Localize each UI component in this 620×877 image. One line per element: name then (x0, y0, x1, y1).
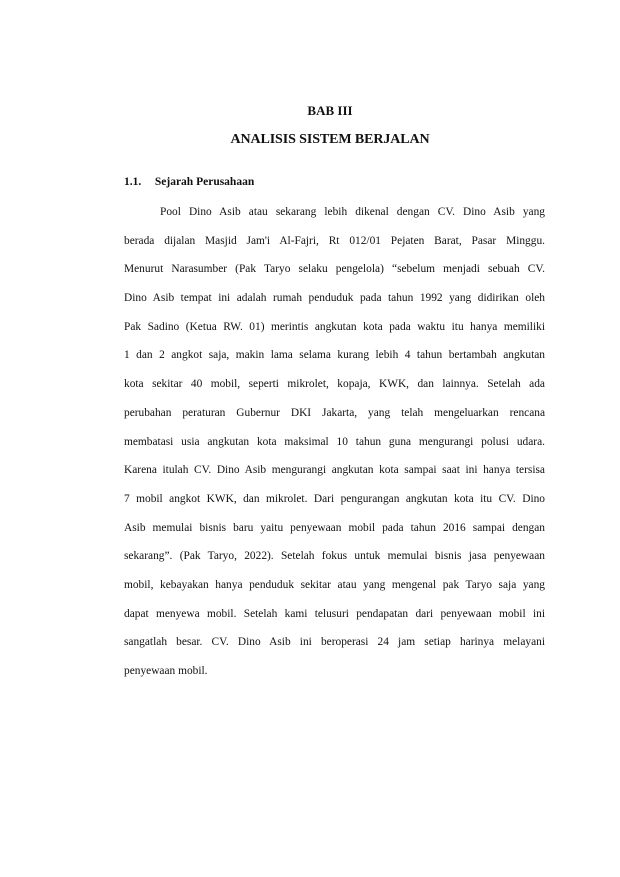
paragraph-line: 1 dan 2 angkot saja, makin lama selama kurang lebih 4 tahun bertambah angkutan (124, 349, 545, 362)
paragraph-line: penyewaan mobil. (124, 665, 208, 677)
section-number: 1.1. (124, 176, 142, 188)
chapter-title: ANALISIS SISTEM BERJALAN (230, 132, 430, 147)
paragraph-line: berada dijalan Masjid Jam'i Al-Fajri, Rt 012/01 Pejaten Barat, Pasar Minggu. (124, 234, 545, 247)
paragraph-line: Pak Sadino (Ketua RW. 01) merintis angkutan kota pada waktu itu hanya memiliki (124, 320, 545, 333)
paragraph-line: kota sekitar 40 mobil, seperti mikrolet, kopaja, KWK, dan lainnya. Setelah ada (124, 378, 545, 391)
paragraph-line: Dino Asib tempat ini adalah rumah penduduk pada tahun 1992 yang didirikan oleh (124, 292, 545, 305)
paragraph-line: Asib memulai bisnis baru yaitu penyewaan mobil pada tahun 2016 sampai dengan (124, 521, 545, 534)
paragraph-line: Pool Dino Asib atau sekarang lebih dikenal dengan CV. Dino Asib yang (160, 206, 545, 218)
paragraph-line: Menurut Narasumber (Pak Taryo selaku pengelola) “sebelum menjadi sebuah CV. (124, 263, 545, 276)
paragraph-line: sangatlah besar. CV. Dino Asib ini beroperasi 24 jam setiap harinya melayani (124, 636, 545, 649)
section-heading (124, 176, 254, 188)
body-paragraph (124, 203, 545, 691)
chapter-number: BAB III (307, 103, 353, 118)
section-title: Sejarah Perusahaan (154, 176, 255, 188)
paragraph-line: Karena itulah CV. Dino Asib mengurangi angkutan kota sampai saat ini hanya tersisa (124, 464, 545, 477)
paragraph-line: sekarang”. (Pak Taryo, 2022). Setelah fokus untuk memulai bisnis jasa penyewaan (124, 550, 545, 563)
paragraph-line: dapat menyewa mobil. Setelah kami telusuri pendapatan dari penyewaan mobil ini (124, 607, 545, 620)
paragraph-line: membatasi usia angkutan kota maksimal 10 tahun guna mengurangi polusi udara. (124, 435, 545, 448)
paragraph-line: mobil, kebayakan hanya penduduk sekitar atau yang mengenal pak Taryo saja yang (124, 578, 545, 591)
paragraph-line: 7 mobil angkot KWK, dan mikrolet. Dari pengurangan angkutan kota itu CV. Dino (124, 492, 545, 505)
paragraph-line: perubahan peraturan Gubernur DKI Jakarta, yang telah mengeluarkan rencana (124, 406, 545, 419)
